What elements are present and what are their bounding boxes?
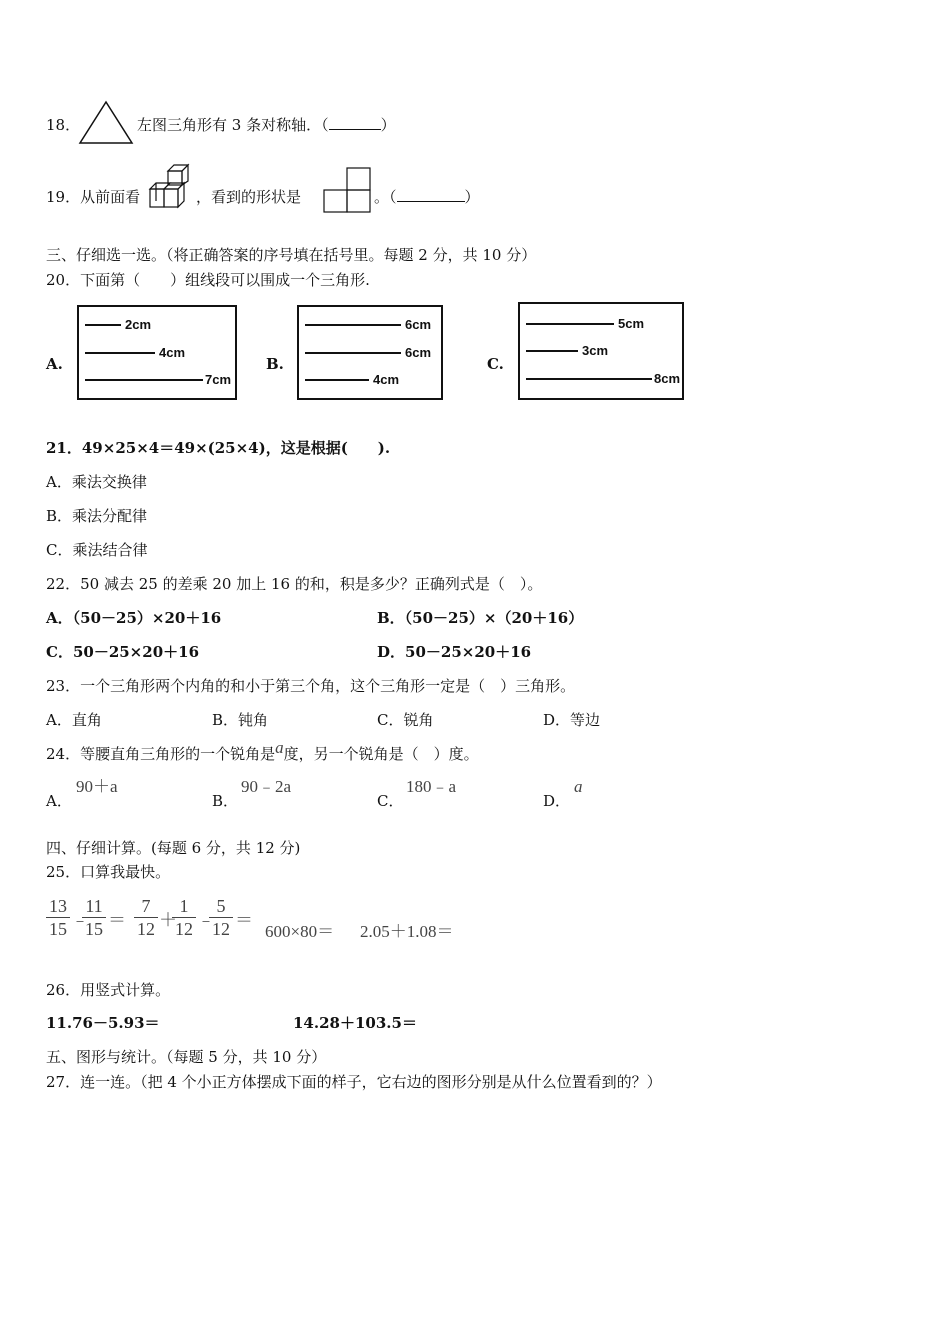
segment-label: 6cm (405, 317, 432, 332)
question-20: 20．下面第（ ）组线段可以围成一个三角形. (46, 271, 370, 289)
question-21: 21．49×25×4＝49×(25×4)，这是根据( ). (46, 439, 391, 457)
triangle-figure (78, 100, 134, 146)
segment-label: 4cm (373, 372, 400, 387)
expression-2-05-plus-1-08: 2.05＋1.08＝ (360, 922, 454, 941)
question-25: 25．口算我最快。 (46, 863, 171, 881)
option-22-b[interactable]: B．（50－25）×（20＋16） (377, 609, 584, 627)
segment-label: 8cm (654, 371, 681, 386)
question-number: 18． (46, 116, 81, 134)
question-18 (46, 115, 80, 135)
option-22-d[interactable]: D．50－25×20＋16 (377, 643, 532, 661)
fraction-13-15: $\frac{13}{15}$ (46, 895, 70, 940)
segment-label: 2cm (125, 317, 152, 332)
option-c-label[interactable]: C. (487, 355, 504, 373)
option-24-a-label[interactable]: A． (46, 792, 72, 810)
equals-sign: ＝ (108, 910, 126, 930)
answer-blank[interactable] (397, 187, 465, 202)
segment-line (85, 324, 121, 326)
option-a-box (77, 305, 237, 400)
fraction-7-12: $\frac{7}{12}$ (134, 895, 158, 940)
question-19: 19．从前面看 (46, 188, 141, 206)
option-24-d-label[interactable]: D． (543, 792, 571, 810)
equals-sign: ＝ (235, 910, 253, 930)
segment-line (85, 379, 203, 381)
expression-14-28-plus-103-5: 14.28＋103.5＝ (293, 1014, 417, 1032)
question-26: 26．用竖式计算。 (46, 981, 171, 999)
variable-a: a (275, 738, 284, 757)
segment-line (526, 350, 578, 352)
fraction-5-12: $\frac{5}{12}$ (209, 895, 233, 940)
option-23-b[interactable]: B．钝角 (212, 711, 269, 729)
option-23-c[interactable]: C．锐角 (377, 711, 434, 729)
option-21-b[interactable]: B．乘法分配律 (46, 507, 148, 525)
minus-sign: ﹣ (197, 910, 215, 930)
fraction-11-15: $\frac{11}{15}$ (82, 895, 106, 940)
section-4-title: 四、仔细计算。(每题 6 分，共 12 分) (46, 839, 301, 857)
section-5-title: 五、图形与统计。（每题 5 分，共 10 分） (46, 1048, 327, 1066)
option-24-b-expr: 90﹣2a (241, 777, 292, 796)
expression-11-76-minus-5-93: 11.76－5.93＝ (46, 1014, 160, 1032)
question-23: 23．一个三角形两个内角的和小于第三个角，这个三角形一定是（ ）三角形。 (46, 677, 576, 695)
segment-label: 3cm (582, 343, 609, 358)
question-19-answer: 。（ ） (374, 188, 480, 206)
question-22: 22．50 减去 25 的差乘 20 加上 16 的和，积是多少？正确列式是（ ）。 (46, 575, 543, 593)
question-27: 27．连一连。（把 4 个小正方体摆成下面的样子，它右边的图形分别是从什么位置看到的？） (46, 1073, 662, 1091)
option-24-c-expr: 180﹣a (406, 777, 457, 796)
segment-line (85, 352, 155, 354)
option-24-d-expr: a (574, 777, 583, 796)
cube-stack-figure (148, 163, 194, 211)
section-3-title: 三、仔细选一选。（将正确答案的序号填在括号里。每题 2 分，共 10 分） (46, 246, 537, 264)
option-23-a[interactable]: A．直角 (46, 711, 102, 729)
front-view-shape (323, 166, 373, 214)
minus-sign: ﹣ (71, 910, 89, 930)
option-22-a[interactable]: A．（50－25）×20＋16 (46, 609, 222, 627)
segment-line (305, 324, 401, 326)
fraction-1-12: $\frac{1}{12}$ (172, 895, 196, 940)
question-24: 24．等腰直角三角形的一个锐角是a度，另一个锐角是（ ）度。 (46, 738, 479, 763)
option-21-c[interactable]: C．乘法结合律 (46, 541, 148, 559)
segment-line (305, 352, 401, 354)
segment-label: 6cm (405, 345, 432, 360)
option-22-c[interactable]: C．50－25×20＋16 (46, 643, 200, 661)
option-b-box (297, 305, 443, 400)
option-24-b-label[interactable]: B． (212, 792, 239, 810)
segment-line (526, 378, 652, 380)
segment-label: 7cm (205, 372, 232, 387)
question-19-text: ，看到的形状是 (196, 188, 302, 206)
option-b-label[interactable]: B. (266, 355, 284, 373)
question-18-text: 左图三角形有 3 条对称轴．（ ） (137, 116, 396, 134)
option-c-box (518, 302, 684, 400)
segment-label: 5cm (618, 316, 645, 331)
option-24-c-label[interactable]: C． (377, 792, 404, 810)
option-23-d[interactable]: D．等边 (543, 711, 601, 729)
segment-line (305, 379, 369, 381)
option-a-label[interactable]: A. (46, 355, 63, 373)
segment-line (526, 323, 614, 325)
option-21-a[interactable]: A．乘法交换律 (46, 473, 147, 491)
expression-600x80: 600×80＝ (265, 922, 335, 941)
answer-blank[interactable] (329, 115, 381, 130)
option-24-a-expr: 90＋a (76, 777, 118, 796)
segment-label: 4cm (159, 345, 186, 360)
plus-sign: ＋ (159, 910, 177, 930)
